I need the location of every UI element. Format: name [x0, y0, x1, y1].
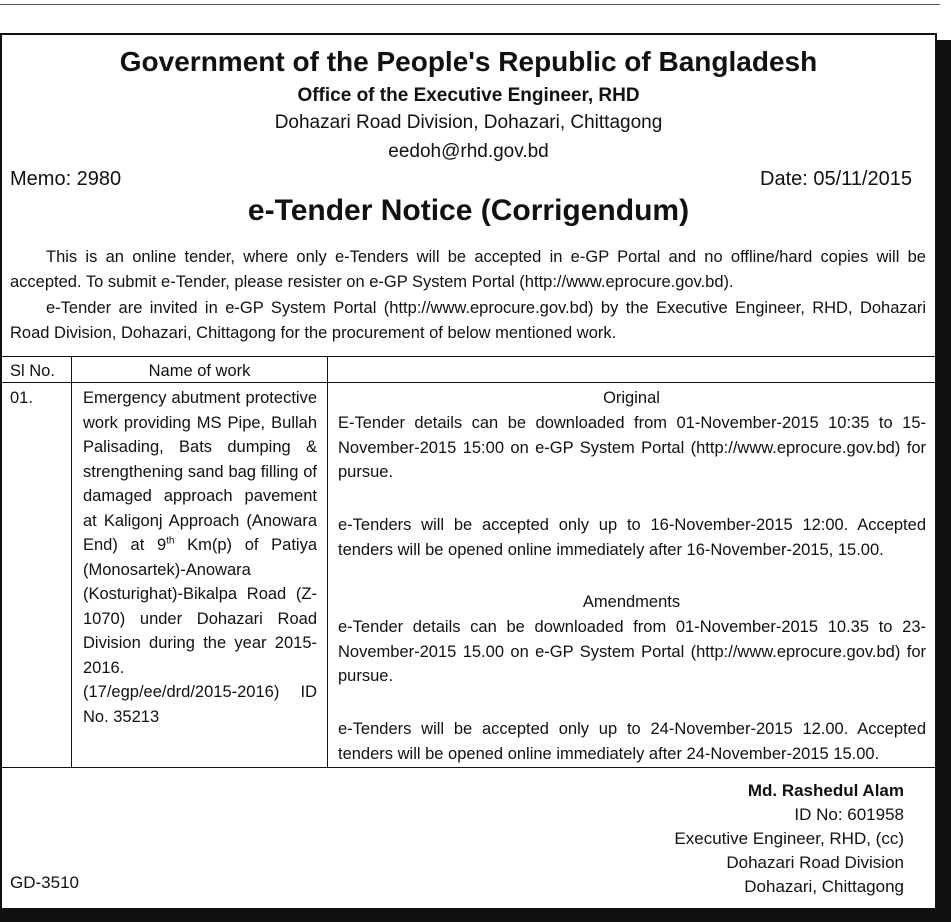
division-address: Dohazari Road Division, Dohazari, Chittagong [274, 112, 663, 133]
table-top-border [2, 356, 935, 357]
intro-paragraph-2: e-Tender are invited in e-GP System Portal (http://www.eprocure.gov.bd) by the Executive Engineer, RHD, Dohazari Road Division, Dohazari, Chittagong for the procurement of below mentioned work. [10, 299, 926, 342]
office-heading: Office of the Executive Engineer, RHD [297, 85, 640, 106]
work-reference: (17/egp/ee/drd/2015-2016) ID No. 35213 [83, 683, 317, 726]
signatory-designation: Executive Engineer, RHD, (cc) [674, 829, 904, 848]
amended-download-info: e-Tender details can be downloaded from 01-November-2015 10.35 to 23-November-2015 15.00 on e-GP System Portal (http://www.eprocure.gov.bd) for pursue. [338, 618, 926, 685]
notice-title: e-Tender Notice (Corrigendum) [247, 194, 690, 227]
amended-acceptance-info: e-Tenders will be accepted only up to 24-November-2015 12.00. Accepted tenders will be opened online immediately after 24-November-2015 15.00. [338, 720, 926, 763]
original-download-info: E-Tender details can be downloaded from 01-November-2015 10:35 to 15-November-2015 15:00 on e-GP System Portal (http://www.eprocure.gov.bd) for pursue. [338, 414, 926, 481]
government-heading: Government of the People's Republic of Bangladesh [119, 46, 818, 77]
original-acceptance-info: e-Tenders will be accepted only up to 16-November-2015 12:00. Accepted tenders will be opened online immediately after 16-November-2015, 15.00. [338, 516, 926, 559]
intro-paragraph-1: This is an online tender, where only e-Tenders will be accepted in e-GP Portal and no offline/hard copies will be accepted. To submit e-Tender, please resister on e-GP System Portal (http://www.eprocure.gov.bd). [10, 248, 926, 291]
table-column-divider-2 [327, 356, 328, 767]
signatory-name: Md. Rashedul Alam [747, 781, 904, 800]
table-bottom-border [2, 767, 935, 768]
row-slno: 01. [10, 389, 33, 407]
original-heading: Original [603, 389, 660, 407]
office-email: eedoh@rhd.gov.bd [388, 141, 549, 162]
gd-number: GD-3510 [10, 873, 79, 892]
work-description: Emergency abutment protective work providing MS Pipe, Bullah Palisading, Bats dumping & strengthening sand bag filling of damaged approach pavement at Kaligonj Approach (Anowara End) at 9th Km(p) of Patiya (Monosartek)-Anowara (Kosturighat)-Bikalpa Road (Z-1070) under Dohazari Road Division during the year 2015-2016. (17/egp/ee/drd/2015-2016) ID No. 35213 [83, 389, 317, 726]
frame-shadow-right [937, 40, 951, 922]
top-rule [0, 0, 940, 5]
signatory-place: Dohazari, Chittagong [744, 877, 904, 896]
notice-date: Date: 05/11/2015 [760, 168, 912, 190]
column-header-slno: Sl No. [10, 362, 55, 380]
signatory-id: ID No: 601958 [794, 805, 904, 824]
amendments-heading: Amendments [582, 593, 681, 611]
signatory-division: Dohazari Road Division [726, 853, 904, 872]
frame-shadow-bottom [0, 908, 951, 922]
column-header-name-of-work: Name of work [148, 362, 251, 380]
table-column-divider-1 [71, 356, 72, 767]
memo-number: Memo: 2980 [10, 168, 122, 190]
